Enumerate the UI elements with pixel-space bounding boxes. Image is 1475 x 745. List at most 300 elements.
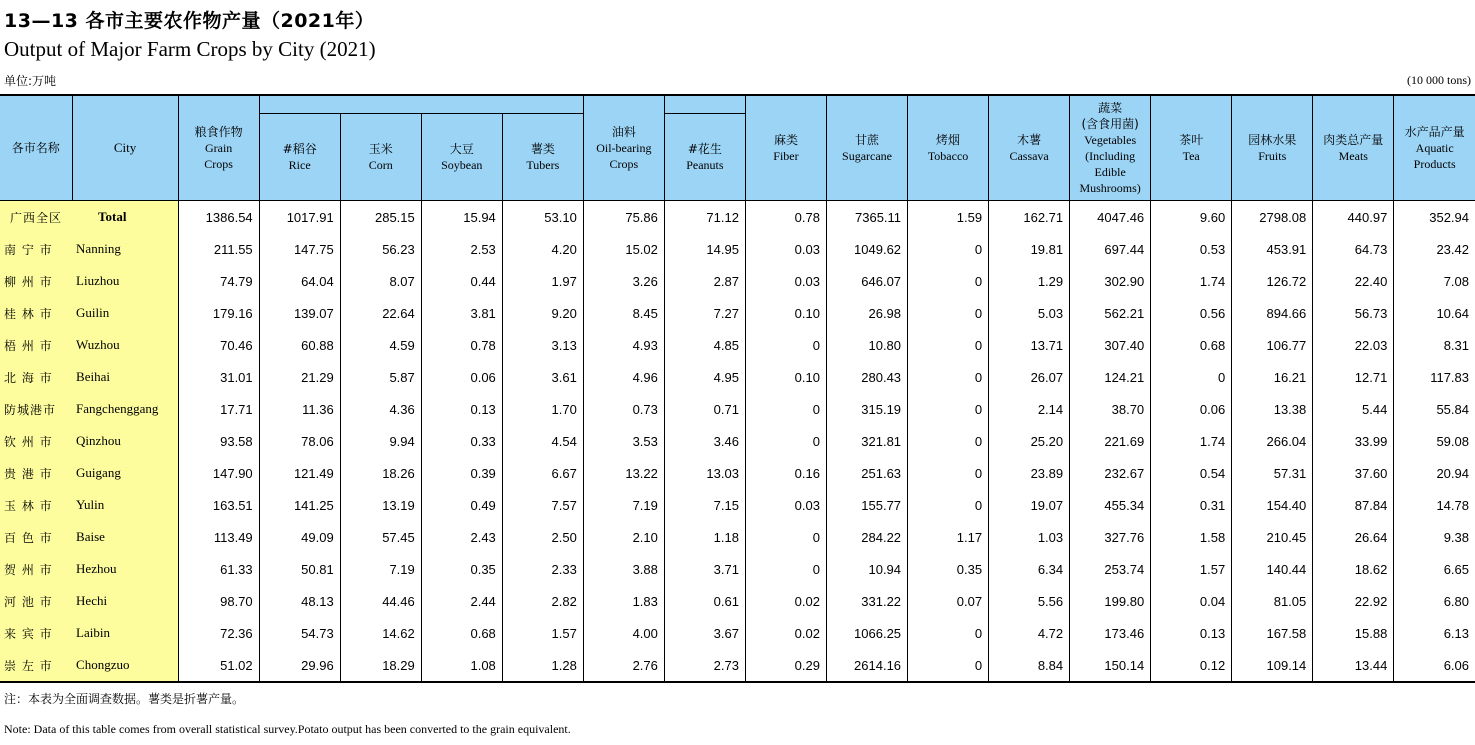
data-cell: 894.66 — [1232, 297, 1313, 329]
data-cell: 2.14 — [989, 393, 1070, 425]
data-cell: 0 — [745, 521, 826, 553]
data-cell: 0.71 — [664, 393, 745, 425]
table-row — [0, 297, 1475, 329]
data-cell: 2.53 — [421, 233, 502, 265]
data-cell: 81.05 — [1232, 585, 1313, 617]
data-cell: 285.15 — [340, 201, 421, 234]
data-cell: 280.43 — [826, 361, 907, 393]
data-cell: 59.08 — [1436, 433, 1469, 449]
data-cell: 0.33 — [421, 425, 502, 457]
city-name-cn: 河 池 市 — [0, 585, 72, 617]
city-name-en: Qinzhou — [72, 425, 178, 457]
data-cell: 10.64 — [1436, 305, 1469, 321]
data-cell: 0.35 — [421, 553, 502, 585]
data-cell: 4.85 — [664, 329, 745, 361]
data-cell: 1.70 — [502, 393, 583, 425]
data-cell: 0.06 — [1151, 393, 1232, 425]
note-cn: 注：本表为全面调查数据。薯类是折薯产量。 — [4, 692, 245, 706]
data-cell: 13.22 — [583, 457, 664, 489]
data-cell: 51.02 — [178, 649, 259, 682]
data-cell: 150.14 — [1070, 649, 1151, 682]
data-cell: 352.94 — [1394, 201, 1475, 234]
city-name-en: Hechi — [72, 585, 178, 617]
data-cell: 253.74 — [1070, 553, 1151, 585]
data-cell: 232.67 — [1070, 457, 1151, 489]
data-cell: 7365.11 — [826, 201, 907, 234]
table-body — [0, 201, 1475, 683]
data-cell: 1.57 — [502, 617, 583, 649]
data-cell: 5.56 — [989, 585, 1070, 617]
data-cell: 55.84 — [1436, 401, 1469, 417]
data-cell: 0.07 — [908, 585, 989, 617]
data-cell: 0.02 — [745, 617, 826, 649]
data-cell: 18.26 — [340, 457, 421, 489]
data-cell: 0 — [908, 649, 989, 682]
header-aquatic: 水产品产量 Aquatic Products — [1394, 95, 1475, 201]
data-cell: 1386.54 — [178, 201, 259, 234]
data-cell: 0 — [908, 617, 989, 649]
data-cell: 4.00 — [583, 617, 664, 649]
data-cell: 0.31 — [1151, 489, 1232, 521]
data-cell: 113.49 — [178, 521, 259, 553]
data-cell: 7.19 — [340, 553, 421, 585]
data-cell: 6.13 — [1443, 625, 1469, 641]
data-cell: 0.73 — [583, 393, 664, 425]
data-cell: 315.19 — [826, 393, 907, 425]
data-cell: 646.07 — [826, 265, 907, 297]
data-cell: 22.92 — [1313, 585, 1394, 617]
data-cell: 31.01 — [178, 361, 259, 393]
data-cell: 54.73 — [259, 617, 340, 649]
data-cell: 0 — [908, 329, 989, 361]
data-cell: 0 — [745, 425, 826, 457]
data-cell: 19.81 — [989, 233, 1070, 265]
data-cell: 2798.08 — [1232, 201, 1313, 234]
data-cell: 1.58 — [1151, 521, 1232, 553]
data-cell: 7.19 — [583, 489, 664, 521]
data-cell: 3.61 — [502, 361, 583, 393]
data-cell: 0 — [908, 233, 989, 265]
data-cell: 56.23 — [340, 233, 421, 265]
data-cell: 3.53 — [583, 425, 664, 457]
data-cell: 0.03 — [745, 489, 826, 521]
data-cell: 0.16 — [745, 457, 826, 489]
data-cell: 7.15 — [664, 489, 745, 521]
data-cell: 251.63 — [826, 457, 907, 489]
data-cell: 18.62 — [1313, 553, 1394, 585]
city-name-cn: 来 宾 市 — [0, 617, 72, 649]
data-cell: 2.87 — [664, 265, 745, 297]
data-cell: 70.46 — [178, 329, 259, 361]
data-cell: 0.61 — [664, 585, 745, 617]
header-fruits: 园林水果 Fruits — [1232, 95, 1313, 201]
data-cell: 53.10 — [502, 201, 583, 234]
unit-label-cn: 单位:万吨 — [4, 74, 57, 88]
data-cell: 0 — [745, 329, 826, 361]
data-cell: 22.03 — [1313, 329, 1394, 361]
data-cell: 8.45 — [583, 297, 664, 329]
data-cell: 50.81 — [259, 553, 340, 585]
data-cell: 22.64 — [340, 297, 421, 329]
data-cell: 5.03 — [989, 297, 1070, 329]
data-cell: 19.07 — [989, 489, 1070, 521]
data-cell: 0.13 — [1151, 617, 1232, 649]
data-cell: 0 — [745, 553, 826, 585]
data-cell: 4.20 — [502, 233, 583, 265]
data-cell: 1049.62 — [826, 233, 907, 265]
city-name-cn: 崇 左 市 — [0, 649, 72, 682]
table-row — [0, 489, 1475, 521]
data-cell: 20.94 — [1436, 465, 1469, 481]
data-cell: 1.59 — [908, 201, 989, 234]
data-cell: 23.42 — [1436, 241, 1469, 257]
data-cell: 6.67 — [502, 457, 583, 489]
data-cell: 9.60 — [1151, 201, 1232, 234]
data-cell: 0.04 — [1151, 585, 1232, 617]
data-cell: 17.71 — [178, 393, 259, 425]
data-cell: 3.81 — [421, 297, 502, 329]
data-cell: 8.07 — [340, 265, 421, 297]
data-cell: 60.88 — [259, 329, 340, 361]
header-sugarcane: 甘蔗 Sugarcane — [826, 95, 907, 201]
data-cell: 455.34 — [1070, 489, 1151, 521]
city-name-cn: 百 色 市 — [0, 521, 72, 553]
data-cell: 2.33 — [502, 553, 583, 585]
data-cell: 154.40 — [1232, 489, 1313, 521]
data-cell: 1.17 — [908, 521, 989, 553]
data-cell: 13.38 — [1232, 393, 1313, 425]
data-cell: 307.40 — [1070, 329, 1151, 361]
data-cell: 22.40 — [1313, 265, 1394, 297]
data-cell: 440.97 — [1313, 201, 1394, 234]
header-city-en: City — [72, 95, 178, 201]
data-cell: 3.26 — [583, 265, 664, 297]
data-cell: 38.70 — [1070, 393, 1151, 425]
data-cell: 14.95 — [664, 233, 745, 265]
data-cell: 0.02 — [745, 585, 826, 617]
data-cell: 26.98 — [826, 297, 907, 329]
city-name-cn: 桂 林 市 — [0, 297, 72, 329]
data-cell: 16.21 — [1232, 361, 1313, 393]
data-cell: 199.80 — [1070, 585, 1151, 617]
data-cell: 4.93 — [583, 329, 664, 361]
table-row — [0, 265, 1475, 297]
header-meats: 肉类总产量 Meats — [1313, 95, 1394, 201]
data-cell: 0 — [1151, 361, 1232, 393]
data-cell: 93.58 — [178, 425, 259, 457]
data-cell: 26.07 — [989, 361, 1070, 393]
data-cell: 697.44 — [1070, 233, 1151, 265]
table-row — [0, 425, 1475, 457]
data-cell: 0.10 — [745, 297, 826, 329]
data-cell: 0.53 — [1151, 233, 1232, 265]
city-name-en: Nanning — [72, 233, 178, 265]
data-cell: 5.44 — [1313, 393, 1394, 425]
data-cell: 0.10 — [745, 361, 826, 393]
data-cell: 18.29 — [340, 649, 421, 682]
city-name-en: Chongzuo — [72, 649, 178, 682]
data-cell: 0 — [908, 297, 989, 329]
header-fiber: 麻类 Fiber — [745, 95, 826, 201]
city-name-en: Wuzhou — [72, 329, 178, 361]
data-cell: 14.62 — [340, 617, 421, 649]
data-cell: 1.29 — [989, 265, 1070, 297]
city-name-cn: 贵 港 市 — [0, 457, 72, 489]
data-cell: 221.69 — [1070, 425, 1151, 457]
data-cell: 56.73 — [1313, 297, 1394, 329]
data-cell: 26.64 — [1313, 521, 1394, 553]
data-cell: 9.94 — [340, 425, 421, 457]
header-peanuts: #花生 Peanuts — [664, 114, 745, 201]
data-cell: 21.29 — [259, 361, 340, 393]
data-cell: 0.68 — [421, 617, 502, 649]
data-cell: 1.08 — [421, 649, 502, 682]
data-cell: 1.74 — [1151, 425, 1232, 457]
data-cell: 140.44 — [1232, 553, 1313, 585]
data-cell: 44.46 — [340, 585, 421, 617]
data-cell: 9.38 — [1443, 529, 1469, 545]
table-row — [0, 393, 1475, 425]
data-cell: 61.33 — [178, 553, 259, 585]
page-title-en: Output of Major Farm Crops by City (2021) — [4, 37, 376, 61]
data-cell: 0.03 — [745, 265, 826, 297]
header-tubers: 薯类 Tubers — [502, 114, 583, 201]
data-cell: 0 — [745, 393, 826, 425]
data-cell: 7.27 — [664, 297, 745, 329]
data-cell: 48.13 — [259, 585, 340, 617]
data-cell: 11.36 — [259, 393, 340, 425]
city-name-cn: 南 宁 市 — [0, 233, 72, 265]
data-cell: 0.12 — [1151, 649, 1232, 682]
data-cell: 3.67 — [664, 617, 745, 649]
data-cell: 0 — [908, 393, 989, 425]
data-cell: 8.31 — [1443, 337, 1469, 353]
data-cell: 72.36 — [178, 617, 259, 649]
city-name-cn: 梧 州 市 — [0, 329, 72, 361]
data-cell: 4.95 — [664, 361, 745, 393]
data-cell: 4.96 — [583, 361, 664, 393]
city-name-cn: 贺 州 市 — [0, 553, 72, 585]
data-cell: 75.86 — [583, 201, 664, 234]
data-cell: 0.49 — [421, 489, 502, 521]
data-cell: 1.57 — [1151, 553, 1232, 585]
header-grain: 粮食作物 Grain Crops — [178, 95, 259, 201]
data-cell: 13.71 — [989, 329, 1070, 361]
data-cell: 121.49 — [259, 457, 340, 489]
table-row — [0, 521, 1475, 553]
data-cell: 4.72 — [989, 617, 1070, 649]
data-cell: 2.10 — [583, 521, 664, 553]
data-cell: 0.06 — [421, 361, 502, 393]
data-cell: 13.19 — [340, 489, 421, 521]
data-cell: 562.21 — [1070, 297, 1151, 329]
data-cell: 167.58 — [1232, 617, 1313, 649]
data-cell: 57.45 — [340, 521, 421, 553]
data-cell: 64.73 — [1313, 233, 1394, 265]
data-cell: 2.44 — [421, 585, 502, 617]
table-row — [0, 457, 1475, 489]
data-cell: 1.03 — [989, 521, 1070, 553]
data-cell: 4.59 — [340, 329, 421, 361]
data-cell: 124.21 — [1070, 361, 1151, 393]
city-name-en: Beihai — [72, 361, 178, 393]
data-cell: 71.12 — [664, 201, 745, 234]
unit-label-en: (10 000 tons) — [1407, 73, 1471, 87]
table-row — [0, 617, 1475, 649]
header-city-cn: 各市名称 — [0, 95, 72, 201]
data-cell: 147.75 — [259, 233, 340, 265]
data-cell: 10.80 — [826, 329, 907, 361]
data-cell: 98.70 — [178, 585, 259, 617]
data-cell: 64.04 — [259, 265, 340, 297]
header-tobacco: 烤烟 Tobacco — [908, 95, 989, 201]
table-row — [0, 361, 1475, 393]
data-cell: 284.22 — [826, 521, 907, 553]
data-cell: 49.09 — [259, 521, 340, 553]
data-cell: 2.50 — [502, 521, 583, 553]
header-soybean: 大豆 Soybean — [421, 114, 502, 201]
city-name-cn: 柳 州 市 — [0, 265, 72, 297]
data-cell: 6.06 — [1443, 657, 1469, 673]
data-cell: 13.44 — [1313, 649, 1394, 682]
crop-output-table — [0, 94, 1475, 683]
data-cell: 4.36 — [340, 393, 421, 425]
data-cell: 327.76 — [1070, 521, 1151, 553]
data-cell: 10.94 — [826, 553, 907, 585]
city-name-cn: 防城港市 — [0, 393, 72, 425]
data-cell: 1.74 — [1151, 265, 1232, 297]
data-cell: 74.79 — [178, 265, 259, 297]
data-cell: 87.84 — [1313, 489, 1394, 521]
data-cell: 1.97 — [502, 265, 583, 297]
data-cell: 25.20 — [989, 425, 1070, 457]
data-cell: 1017.91 — [259, 201, 340, 234]
data-cell: 163.51 — [178, 489, 259, 521]
data-cell: 179.16 — [178, 297, 259, 329]
header-rice: #稻谷 Rice — [259, 114, 340, 201]
data-cell: 3.71 — [664, 553, 745, 585]
data-cell: 109.14 — [1232, 649, 1313, 682]
header-cassava: 木薯 Cassava — [989, 95, 1070, 201]
data-cell: 14.78 — [1436, 497, 1469, 513]
data-cell: 0 — [908, 489, 989, 521]
data-cell: 139.07 — [259, 297, 340, 329]
data-cell: 7.57 — [502, 489, 583, 521]
data-cell: 162.71 — [989, 201, 1070, 234]
data-cell: 23.89 — [989, 457, 1070, 489]
data-cell: 2614.16 — [826, 649, 907, 682]
data-cell: 4.54 — [502, 425, 583, 457]
data-cell: 15.88 — [1313, 617, 1394, 649]
data-cell: 0.39 — [421, 457, 502, 489]
data-cell: 0 — [908, 361, 989, 393]
data-cell: 141.25 — [259, 489, 340, 521]
data-cell: 2.43 — [421, 521, 502, 553]
city-name-en: Yulin — [72, 489, 178, 521]
data-cell: 0 — [908, 457, 989, 489]
table-row — [0, 649, 1475, 682]
header-corn: 玉米 Corn — [340, 114, 421, 201]
data-cell: 6.34 — [989, 553, 1070, 585]
data-cell: 173.46 — [1070, 617, 1151, 649]
data-cell: 155.77 — [826, 489, 907, 521]
data-cell: 266.04 — [1232, 425, 1313, 457]
city-name-cn: 北 海 市 — [0, 361, 72, 393]
table-row-total — [0, 201, 1475, 234]
data-cell: 211.55 — [178, 233, 259, 265]
data-cell: 210.45 — [1232, 521, 1313, 553]
data-cell: 3.13 — [502, 329, 583, 361]
data-cell: 331.22 — [826, 585, 907, 617]
data-cell: 4047.46 — [1070, 201, 1151, 234]
city-name-cn: 钦 州 市 — [0, 425, 72, 457]
data-cell: 33.99 — [1313, 425, 1394, 457]
header-tea: 茶叶 Tea — [1151, 95, 1232, 201]
city-name-en: Baise — [72, 521, 178, 553]
city-name-cn: 广西全区 — [0, 201, 72, 234]
data-cell: 0.35 — [908, 553, 989, 585]
data-cell: 6.80 — [1443, 593, 1469, 609]
data-cell: 15.02 — [583, 233, 664, 265]
data-cell: 3.46 — [664, 425, 745, 457]
data-cell: 0 — [908, 425, 989, 457]
table-row — [0, 233, 1475, 265]
data-cell: 7.08 — [1443, 273, 1469, 289]
data-cell: 1.28 — [502, 649, 583, 682]
city-name-en: Laibin — [72, 617, 178, 649]
data-cell: 0.44 — [421, 265, 502, 297]
data-cell: 117.83 — [1430, 369, 1469, 385]
data-cell: 2.82 — [502, 585, 583, 617]
data-cell: 453.91 — [1232, 233, 1313, 265]
data-cell: 106.77 — [1232, 329, 1313, 361]
data-cell: 1.83 — [583, 585, 664, 617]
data-cell: 2.76 — [583, 649, 664, 682]
data-cell: 302.90 — [1070, 265, 1151, 297]
note-en: Note: Data of this table comes from overall statistical survey.Potato output has been converted to the grain equivalent. — [4, 722, 571, 736]
data-cell: 1066.25 — [826, 617, 907, 649]
city-name-cn: 玉 林 市 — [0, 489, 72, 521]
data-cell: 126.72 — [1232, 265, 1313, 297]
data-cell: 0.56 — [1151, 297, 1232, 329]
data-cell: 0.78 — [745, 201, 826, 234]
data-cell: 0.13 — [421, 393, 502, 425]
city-name-en: Hezhou — [72, 553, 178, 585]
data-cell: 37.60 — [1313, 457, 1394, 489]
table-row — [0, 553, 1475, 585]
data-cell: 0.68 — [1151, 329, 1232, 361]
data-cell: 0.54 — [1151, 457, 1232, 489]
header-vegetables: 蔬菜 (含食用菌) Vegetables (Including Edible Mushrooms) — [1070, 95, 1151, 201]
data-cell: 6.65 — [1443, 561, 1469, 577]
city-name-en: Guilin — [72, 297, 178, 329]
data-cell: 0.03 — [745, 233, 826, 265]
data-cell: 29.96 — [259, 649, 340, 682]
data-cell: 0.78 — [421, 329, 502, 361]
table-row — [0, 329, 1475, 361]
data-cell: 8.84 — [989, 649, 1070, 682]
page-title-cn: 13—13 各市主要农作物产量（2021年） — [4, 10, 375, 32]
data-cell: 321.81 — [826, 425, 907, 457]
city-name-en: Liuzhou — [72, 265, 178, 297]
data-cell: 2.73 — [664, 649, 745, 682]
data-cell: 0 — [908, 265, 989, 297]
header-grain-group — [259, 95, 583, 114]
data-cell: 9.20 — [502, 297, 583, 329]
data-cell: 0.29 — [745, 649, 826, 682]
data-cell: 15.94 — [421, 201, 502, 234]
data-cell: 5.87 — [340, 361, 421, 393]
